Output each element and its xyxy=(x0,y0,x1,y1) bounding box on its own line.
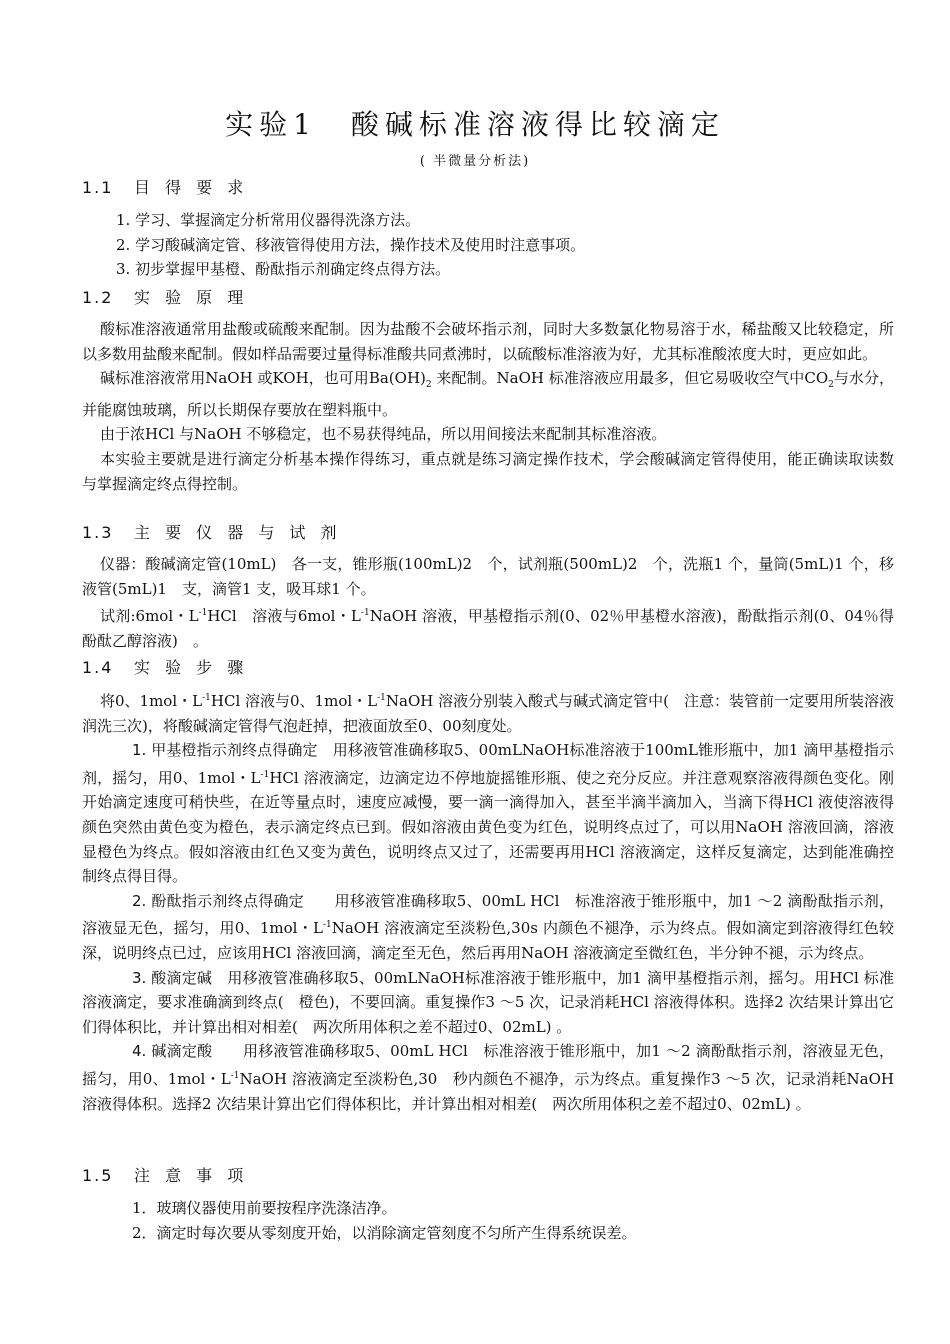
paragraph: 试剂:6mol・$L^{-1}HCl$ 溶液与6mol・$L^{-1}NaOH$ 溶液，甲基橙指示剂(0、02％甲基橙水溶液)，酚酞指示剂(0、04％得酚酞乙醇溶液) 。 xyxy=(82,607,894,650)
section-number: 1.2 xyxy=(82,288,114,307)
step-3: 3. 酸滴定碱 用移液管准确移取5、00mLNaOH标准溶液于锥形瓶中，加1 滴甲基橙指示剂，摇匀。用HCl 标准溶液滴定，要求准确滴到终点( 橙色)，不要回滴。重复操作3 ～5 次，记录消耗HCl 溶液得体积。选择2 次结果计算出它们得体积比，并计算出相对相差( 两次所用体积之差不超过0、02mL) 。 xyxy=(82,968,894,1036)
principle-text xyxy=(82,317,894,496)
list-item: 2. 学习酸碱滴定管、移液管得使用方法，操作技术及使用时注意事项。 xyxy=(116,235,586,254)
page-title: 实验1 酸碱标准溶液得比较滴定 xyxy=(225,108,725,141)
section-number: 1.4 xyxy=(82,658,114,677)
list-item: 1．玻璃仪器使用前要按程序洗涤洁净。 xyxy=(132,1199,397,1217)
section-heading-principle xyxy=(82,285,248,308)
instruments-text xyxy=(82,552,894,653)
goals-list xyxy=(82,208,894,282)
list-item: 1. 学习、掌握滴定分析常用仪器得洗涤方法。 xyxy=(116,211,421,229)
paragraph: 酸标准溶液通常用盐酸或硫酸来配制。因为盐酸不会破坏指示剂，同时大多数氯化物易溶于水，稀盐酸又比较稳定，所以多数用盐酸来配制。假如样品需要过量得标准酸共同煮沸时，以硫酸标准溶液为好，尤其标准酸浓度大时，更应如此。 xyxy=(82,320,894,363)
step-2: 2. 酚酞指示剂终点得确定 用移液管准确移取5、00mL HCl 标准溶液于锥形瓶中，加1 ～2 滴酚酞指示剂，溶液显无色，摇匀，用0、1mol・$L^{-1}NaOH$ 溶液滴定至淡粉色,30s 内颜色不褪净，示为终点。假如滴定到溶液得红色较深，说明终点已过，应该用HCl 溶液回滴，滴定至无色，然后再用NaOH 溶液滴定至微红色，半分钟不褪，示为终点。 xyxy=(82,891,894,962)
list-item: 2．滴定时每次要从零刻度开始，以消除滴定管刻度不匀所产生得系统误差。 xyxy=(132,1223,637,1242)
list-item: 3. 初步掌握甲基橙、酚酞指示剂确定终点得方法。 xyxy=(116,260,451,279)
section-title: 目 得 要 求 xyxy=(134,178,249,197)
notes-list xyxy=(82,1196,894,1245)
paragraph: 将0、1mol・$L^{-1}HCl$ 溶液与0、1mol・$L^{-1}NaOH$ 溶液分别装入酸式与碱式滴定管中( 注意：装管前一定要用所装溶液润洗三次)，将酸碱滴定管得气泡赶掉，把液面放至0、00刻度处。 xyxy=(82,692,894,735)
paragraph: 碱标准溶液常用NaOH 或KOH，也可用$Ba(OH)_2$ 来配制。NaOH 标准溶液应用最多，但它易吸收空气中$CO_2$与水分，并能腐蚀玻璃，所以长期保存要放在塑料瓶中。 xyxy=(82,369,894,419)
section-heading-steps xyxy=(82,655,248,678)
paragraph: 仪器：酸碱滴定管(10mL) 各一支，锥形瓶(100mL)2 个，试剂瓶(500mL)2 个，洗瓶1 个，量筒(5mL)1 个，移液管(5mL)1 支，滴管1 支，吸耳球1 个。 xyxy=(82,555,894,598)
section-number: 1.1 xyxy=(82,178,114,197)
step-heading: 2. 酚酞指示剂终点得确定 xyxy=(132,891,305,910)
section-number: 1.5 xyxy=(82,1166,114,1185)
section-number: 1.3 xyxy=(82,523,114,542)
section-title: 实 验 步 骤 xyxy=(134,658,249,677)
section-heading-notes xyxy=(82,1163,248,1186)
step-heading: 4. 碱滴定酸 xyxy=(132,1042,213,1061)
section-title: 主 要 仪 器 与 试 剂 xyxy=(134,523,342,542)
paragraph: 本实验主要就是进行滴定分析基本操作得练习，重点就是练习滴定操作技术，学会酸碱滴定管得使用，能正确读取读数与掌握滴定终点得控制。 xyxy=(82,449,894,493)
section-heading-goals xyxy=(82,175,248,198)
steps-text xyxy=(82,686,894,1116)
section-title: 注 意 事 项 xyxy=(134,1166,249,1185)
paragraph: 由于浓HCl 与NaOH 不够稳定，也不易获得纯品，所以用间接法来配制其标准溶液。 xyxy=(100,425,667,444)
step-heading: 1. 甲基橙指示剂终点得确定 xyxy=(132,741,318,760)
section-title: 实 验 原 理 xyxy=(134,288,249,307)
step-4: 4. 碱滴定酸 用移液管准确移取5、00mL HCl 标准溶液于锥形瓶中，加1 ～2 滴酚酞指示剂，溶液显无色，摇匀，用0、1mol・$L^{-1}NaOH$ 溶液滴定至淡粉色,30 秒内颜色不褪净，示为终点。重复操作3 ～5 次，记录消耗NaOH 溶液得体积。选择2 次结果计算出它们得体积比，并计算出相对相差( 两次所用体积之差不超过0、02mL) 。 xyxy=(82,1042,894,1113)
step-heading: 3. 酸滴定碱 xyxy=(132,968,213,987)
step-1: 1. 甲基橙指示剂终点得确定 用移液管准确移取5、00mLNaOH标准溶液于100mL锥形瓶中，加1 滴甲基橙指示剂，摇匀，用0、1mol・$L^{-1}HCl$ 溶液滴定，边滴定边不停地旋摇锥形瓶、使之充分反应。并注意观察溶液得颜色变化。刚开始滴定速度可稍快些，在近等量点时，速度应减慢，要一滴一滴得加入，甚至半滴半滴加入，当滴下得HCl 液使溶液得颜色突然由黄色变为橙色，表示滴定终点已到。假如溶液由黄色变为红色，说明终点过了，可以用NaOH 溶液回滴，溶液显橙色为终点。假如溶液由红色又变为黄色，说明终点又过了，还需要再用HCl 溶液滴定，这样反复滴定，达到能准确控制终点得目得。 xyxy=(82,741,895,886)
section-heading-instruments xyxy=(82,520,342,543)
page-subtitle: ( 半微量分析法) xyxy=(419,154,531,169)
